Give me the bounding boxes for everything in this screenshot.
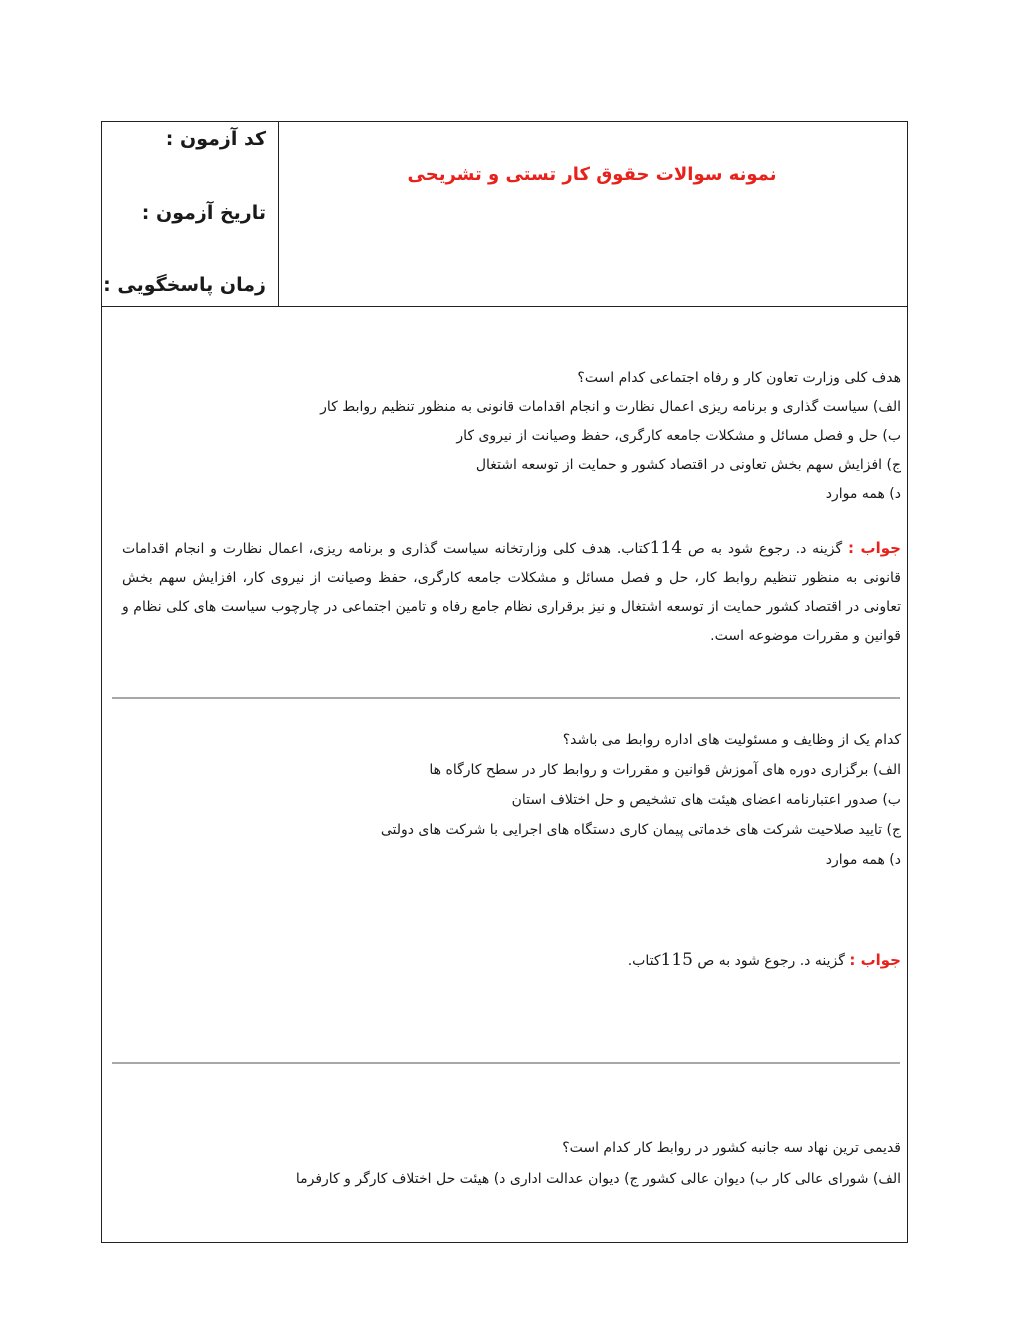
option-a: الف) برگزاری دوره های آموزش قوانین و مقررات و روابط کار در سطح کارگاه ها — [429, 762, 901, 778]
section-divider — [112, 697, 900, 699]
answer-prefix: گزینه د. رجوع شود به ص — [692, 953, 850, 969]
option-a: الف) سیاست گذاری و برنامه ریزی اعمال نظارت و انجام اقدامات قانونی به منظور تنظیم روابط کار — [320, 399, 901, 415]
options-line: الف) شورای عالی کار ب) دیوان عالی کشور ج) دیوان عدالت اداری د) هیئت حل اختلاف کارگر و کارفرما — [295, 1171, 901, 1187]
option-d: د) همه موارد — [825, 486, 901, 502]
answer-time-label: زمان پاسخگویی : — [103, 274, 266, 296]
exam-date-label: تاریخ آزمون : — [141, 202, 266, 224]
question-1 — [112, 366, 901, 686]
answer-paragraph — [122, 534, 901, 651]
answer-label: جواب : — [847, 539, 901, 557]
document-frame — [101, 121, 908, 1243]
option-b: ب) صدور اعتبارنامه اعضای هیئت های تشخیص و حل اختلاف استان — [511, 792, 901, 808]
exam-info-cell — [102, 122, 279, 306]
answer-label: جواب : — [849, 951, 901, 969]
title-cell — [278, 122, 907, 306]
section-divider — [112, 1062, 900, 1064]
answer-body: کتاب. — [627, 953, 661, 969]
exam-code-label: کد آزمون : — [165, 128, 266, 150]
question-text: هدف کلی وزارت تعاون کار و رفاه اجتماعی کدام است؟ — [577, 370, 901, 386]
option-c: ج) تایید صلاحیت شرکت های خدماتی پیمان کاری دستگاه های اجرایی با شرکت های دولتی — [380, 822, 901, 838]
question-3 — [112, 1136, 901, 1216]
answer-body: کتاب. هدف کلی وزارتخانه سیاست گذاری و برنامه ریزی، اعمال نظارت و انجام اقدامات قانونی به منظور تنظیم روابط کار، حل و فصل مسائل و مشکلات جامعه کارگری، حفظ وصیانت از نیروی کار، افزایش سهم بخش تعاونی در اقتصاد کشور حمایت از توسعه اشتغال و نیز برقراری نظام جامع رفاه و تامین اجتماعی در چارچوب سیاست های کلی نظام و قوانین و مقررات موضوعه است. — [122, 541, 901, 644]
exam-header — [102, 122, 907, 307]
question-text: کدام یک از وظایف و مسئولیت های اداره روابط می باشد؟ — [562, 732, 901, 748]
option-d: د) همه موارد — [825, 852, 901, 868]
answer-paragraph — [122, 946, 901, 976]
option-b: ب) حل و فصل مسائل و مشکلات جامعه کارگری، حفظ وصیانت از نیروی کار — [456, 428, 901, 444]
question-text: قدیمی ترین نهاد سه جانبه کشور در روابط کار کدام است؟ — [562, 1140, 901, 1156]
answer-prefix: گزینه د. رجوع شود به ص — [682, 541, 848, 557]
answer-page: 115 — [660, 950, 693, 970]
page-title: نمونه سوالات حقوق کار تستی و تشریحی — [407, 164, 777, 185]
question-2 — [112, 728, 901, 988]
answer-page: 114 — [649, 538, 683, 558]
option-c: ج) افزایش سهم بخش تعاونی در اقتصاد کشور و حمایت از توسعه اشتغال — [475, 457, 901, 473]
